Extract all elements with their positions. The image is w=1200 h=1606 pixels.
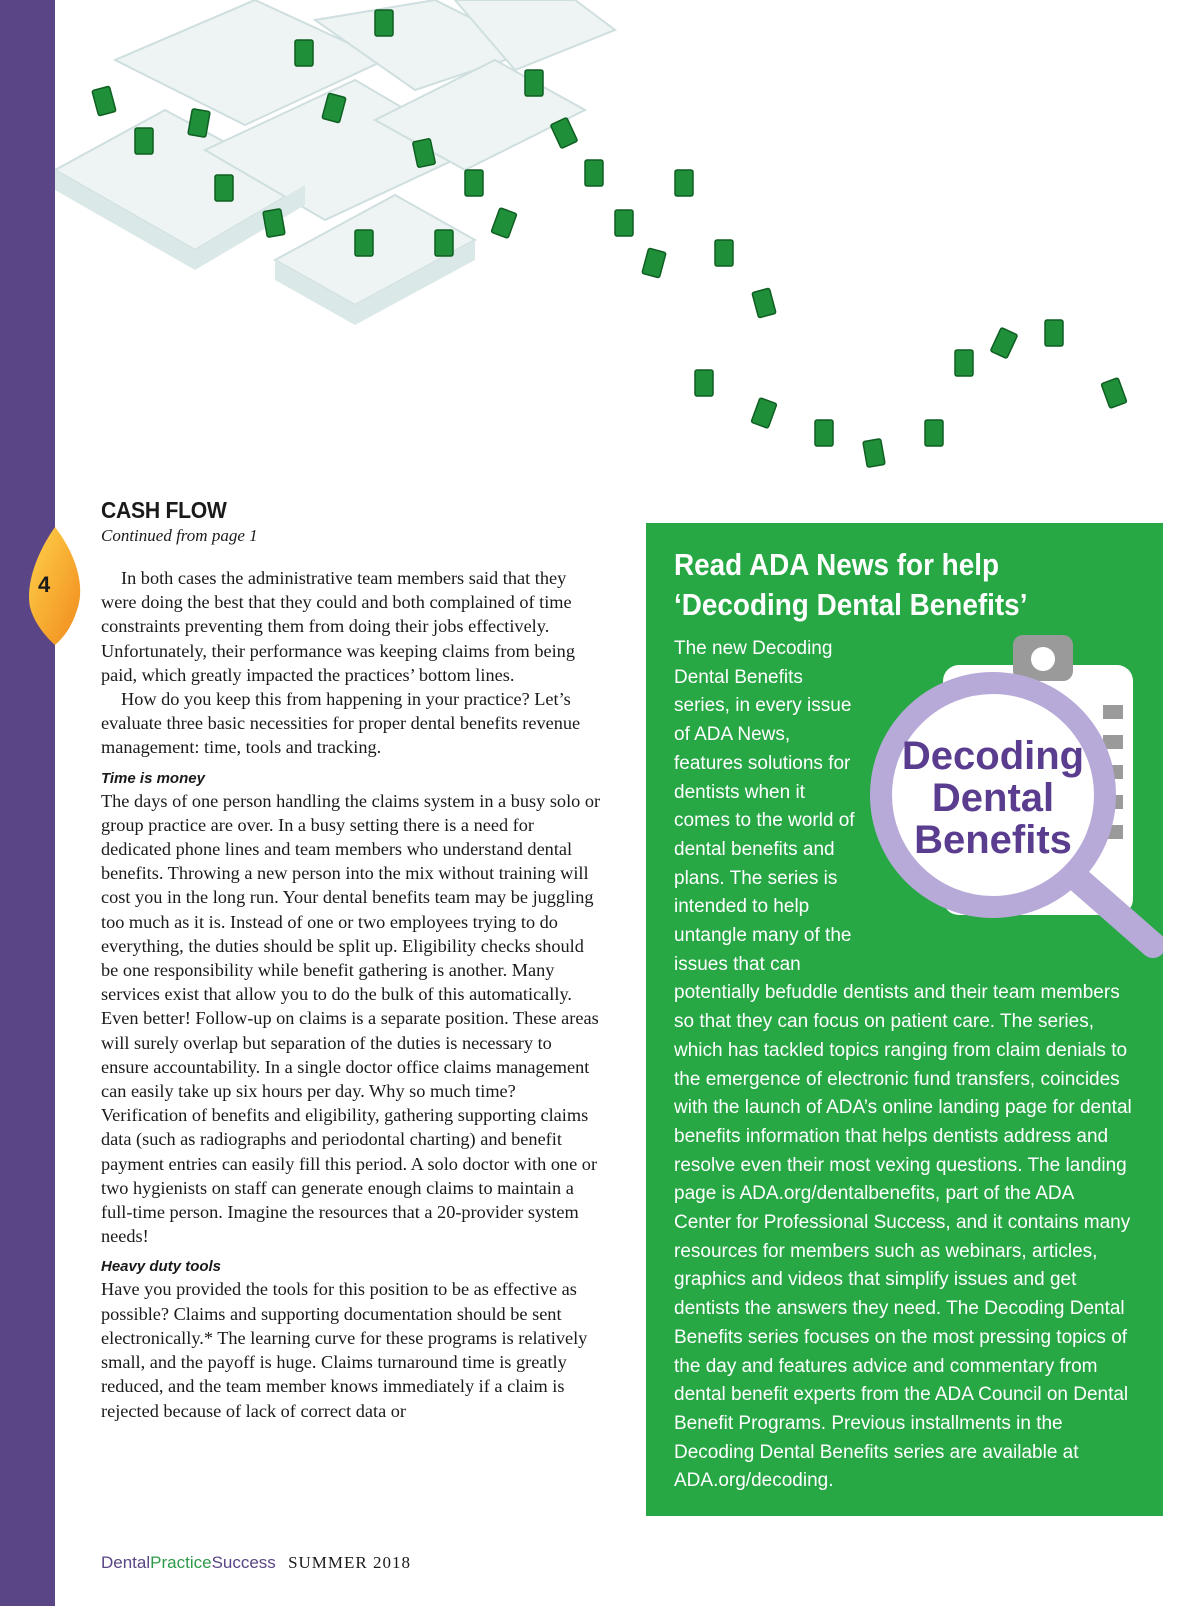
footer-brand-success: Success (211, 1553, 276, 1572)
decoding-benefits-logo (863, 635, 1163, 959)
article-column (101, 497, 601, 1423)
logo-line-2: Dental (931, 776, 1055, 820)
article-title: CASH FLOW (101, 497, 227, 523)
ada-news-callout-box (646, 523, 1163, 1516)
logo-line-1: Decoding (901, 734, 1085, 778)
article-paragraph: In both cases the administrative team members said that they were doing the best that they could and both complained of time constraints preventing them from doing their jobs effectively. Unfortunately, their performance was keeping claims from being paid, which greatly impacted the practices’ bottom lines. (101, 568, 575, 685)
callout-body-text: The new Decoding Dental Benefits series, in every issue of ADA News, features solutions for dentists when it comes to the world of dental benefits and plans. The series is intended to help untangle many of the issues that can potentially befuddle dentists and their team members so that they can focus on patient care. The series, which has tackled topics ranging from claim denials to the emergence of electronic fund transfers, coincides with the launch of ADA’s online landing page for dental benefits information that helps dentists address and resolve even their most vexing questions. The landing page is ADA.org/dentalbenefits, part of the ADA Center for Professional Success, and it contains many resources for members such as webinars, articles, graphics and videos that simplify issues and get dentists the answers they need. The Decoding Dental Benefits series focuses on the most pressing topics of the day and features advice and commentary from dental benefit experts from the ADA Council on Dental Benefit Programs. Previous installments in the Decoding Dental Benefits series are available at ADA.org/decoding. (674, 638, 1132, 1492)
footer-issue: SUMMER 2018 (288, 1553, 411, 1572)
logo-line-3: Benefits (914, 818, 1072, 862)
callout-body (674, 635, 1135, 1496)
left-sidebar-bar (0, 0, 55, 1606)
section-text: The days of one person handling the claims system in a busy solo or group practice are over. In a busy setting there is a need for dedicated phone lines and team members who understand dental benefits. Throwing a new person into the mix without training will cost you in the long run. Your dental benefits team may be juggling too much as it is. Instead of one or two employees trying to do everything, the duties should be split up. Eligibility checks should be one responsibility while benefit gathering is another. Many services exist that allow you to do the bulk of this automatically. Even better! Follow-up on claims is a separate position. These areas will surely overlap but separation of the duties is necessary to ensure accountability. In a single doctor office claims management can easily take up six hours per day. Why so much time? Verification of benefits and eligibility, gathering supporting claims data (such as radiographs and periodontal charting) and benefit payment entries can easily fill this period. A solo doctor with one or two hygienists on staff can generate enough claims to maintain a full-time person. Imagine the resources that a 20-provider system needs! (101, 790, 601, 1247)
page-badge-shape (26, 527, 84, 645)
section-heading: Time is money (101, 769, 205, 787)
section-heading: Heavy duty tools (101, 1258, 222, 1276)
page-footer (101, 1553, 411, 1573)
callout-heading: Read ADA News for help ‘Decoding Dental Benefits’ (674, 547, 1028, 622)
hero-maze-illustration (55, 0, 1200, 510)
page-number: 4 (38, 572, 51, 597)
footer-brand-practice: Practice (150, 1553, 212, 1572)
continued-note: Continued from page 1 (101, 526, 258, 545)
section-text: Have you provided the tools for this position to be as effective as possible? Claims and supporting documentation should be sent electronically.* The learning curve for these programs is relatively small, and the payoff is huge. Claims turnaround time is greatly reduced, and the team member knows immediately if a claim is rejected because of lack of correct data or (101, 1279, 588, 1421)
article-paragraph: How do you keep this from happening in your practice? Let’s evaluate three basic necessities for proper dental benefits revenue management: time, tools and tracking. (101, 689, 581, 758)
footer-brand-dental: Dental (101, 1553, 151, 1572)
